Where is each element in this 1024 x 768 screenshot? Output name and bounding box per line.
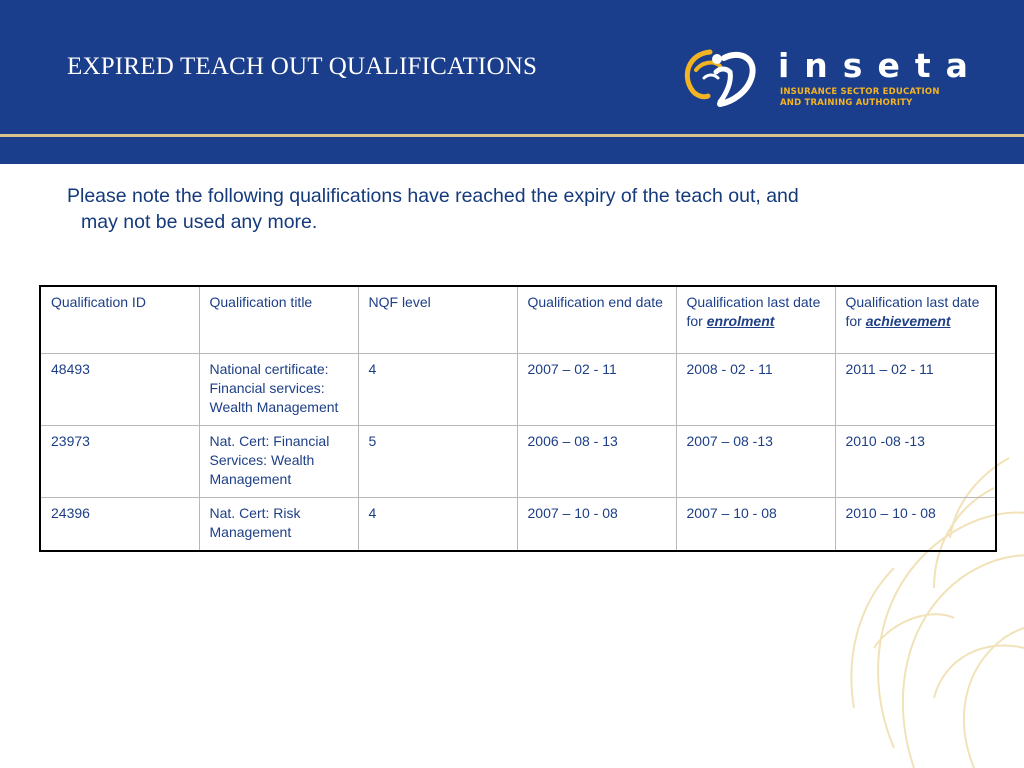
header-last-enrolment-prefix: Qualification last date for: [686, 294, 821, 329]
expired-qualifications-table: [39, 285, 997, 552]
header-last-achievement: [835, 286, 996, 354]
cell-qualification-title: National certificate: Financial services: Wealth Management: [199, 354, 358, 426]
header-last-achievement-emphasis: achievement: [865, 313, 951, 329]
cell-qualification-id: 23973: [40, 426, 199, 498]
cell-last-enrolment: 2007 – 10 - 08: [676, 498, 835, 552]
intro-line-2: may not be used any more.: [81, 211, 318, 233]
cell-end-date: 2007 – 10 - 08: [517, 498, 676, 552]
cell-qualification-id: 24396: [40, 498, 199, 552]
cell-last-achievement: 2010 – 10 - 08: [835, 498, 996, 552]
header-qualification-title: Qualification title: [199, 286, 358, 354]
cell-qualification-title: Nat. Cert: Financial Services: Wealth Management: [199, 426, 358, 498]
cell-last-achievement: 2010 -08 -13: [835, 426, 996, 498]
inseta-figure-icon: [680, 42, 760, 108]
cell-nqf-level: 4: [358, 498, 517, 552]
header-end-date: Qualification end date: [517, 286, 676, 354]
inseta-wordmark: inseta: [778, 46, 983, 85]
cell-last-enrolment: 2008 - 02 - 11: [676, 354, 835, 426]
inseta-subtitle-line1: INSURANCE SECTOR EDUCATION: [780, 87, 940, 97]
header-last-achievement-prefix: Qualification last date for: [845, 294, 980, 329]
page-title: EXPIRED TEACH OUT QUALIFICATIONS: [67, 53, 538, 80]
cell-last-achievement: 2011 – 02 - 11: [835, 354, 996, 426]
header-last-enrolment-emphasis: enrolment: [706, 313, 775, 329]
header-nqf-level: NQF level: [358, 286, 517, 354]
cell-qualification-id: 48493: [40, 354, 199, 426]
cell-qualification-title: Nat. Cert: Risk Management: [199, 498, 358, 552]
table-header-row: [40, 286, 996, 354]
header-last-enrolment: [676, 286, 835, 354]
table-row: [40, 498, 996, 552]
cell-nqf-level: 5: [358, 426, 517, 498]
cell-end-date: 2006 – 08 - 13: [517, 426, 676, 498]
intro-paragraph: [67, 183, 947, 235]
table-row: [40, 354, 996, 426]
table-row: [40, 426, 996, 498]
cell-nqf-level: 4: [358, 354, 517, 426]
header-band: [0, 137, 1024, 164]
header-qualification-id: Qualification ID: [40, 286, 199, 354]
inseta-subtitle: [780, 87, 940, 109]
inseta-subtitle-line2: AND TRAINING AUTHORITY: [780, 98, 913, 108]
cell-last-enrolment: 2007 – 08 -13: [676, 426, 835, 498]
cell-end-date: 2007 – 02 - 11: [517, 354, 676, 426]
intro-line-1: Please note the following qualifications have reached the expiry of the teach out, and: [67, 185, 799, 207]
